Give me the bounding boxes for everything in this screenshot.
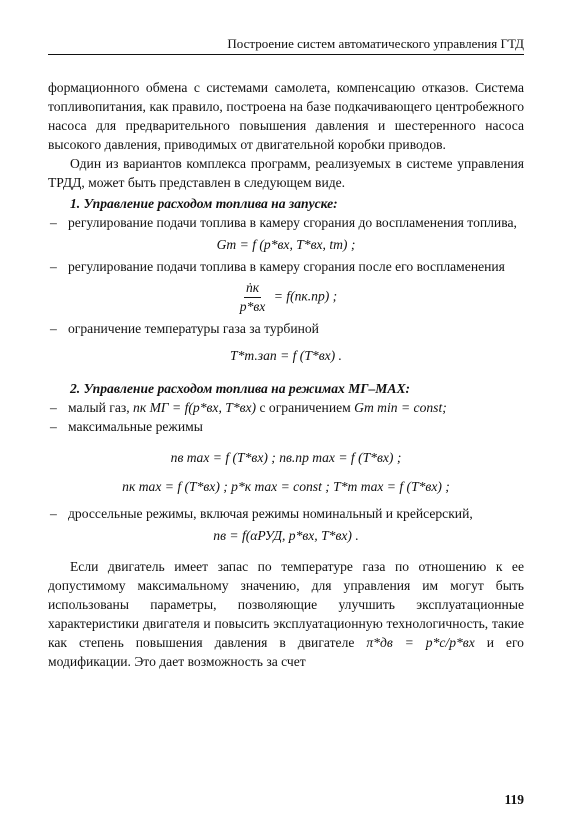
formula-throttle: nв = f(αРУД, p*вх, T*вх) .: [213, 528, 359, 543]
paragraph-1: формационного обмена с системами самолета, компенсацию отказов. Система топливопитания, как правило, построена на базе подкачивающего центробежного насоса для предварительного повышения давления и шестеренного насоса высокого давления, приводимых от двигательной коробки приводов.: [48, 80, 524, 152]
formula-idle-speed: nк МГ = f(p*вх, T*вх): [133, 400, 257, 415]
list-item-text: максимальные режимы: [68, 419, 203, 434]
fraction-denominator: p*вх: [239, 299, 266, 314]
list-dash: –: [50, 321, 57, 336]
list-item: [48, 417, 524, 436]
page-number: 119: [504, 792, 524, 807]
list-dash: –: [50, 506, 57, 521]
section-2-title: 2. Управление расходом топлива на режимах МГ–МАХ:: [70, 381, 411, 396]
paragraph-3: [48, 557, 524, 671]
formula-rhs: = f(nк.пр) ;: [273, 288, 338, 304]
list-item: [48, 257, 524, 276]
formula-max-speeds: nв max = f (T*вх) ; nв.пр max = f (T*вх) ;: [170, 450, 402, 465]
paragraph-2: Один из вариантов комплекса программ, реализуемых в системе управления ТРДД, может быть представлен в следующем виде.: [48, 156, 524, 190]
running-header: Построение систем автоматического управления ГТД: [227, 36, 524, 51]
list-item-text: малый газ,: [68, 400, 130, 415]
formula-turbine-temp: T*т.зап = f (T*вх) .: [230, 348, 342, 363]
list-item-text: регулирование подачи топлива в камеру сгорания после его воспламенения: [68, 259, 505, 274]
list-item-text: ограничение температуры газа за турбиной: [68, 321, 319, 336]
fraction-numerator: ṅк: [244, 279, 261, 298]
list-item-text: с ограничением: [259, 400, 351, 415]
page-body: [48, 78, 524, 671]
paragraph-3-suffix: и его модификации. Это дает возможность за счет: [48, 635, 524, 669]
section-1-title: 1. Управление расходом топлива на запуске:: [70, 196, 338, 211]
list-dash: –: [50, 259, 57, 274]
list-item: [48, 213, 524, 232]
list-dash: –: [50, 419, 57, 434]
list-dash: –: [50, 215, 57, 230]
list-item: [48, 504, 524, 523]
formula-pressure-ratio: π*дв = p*с/p*вх: [366, 635, 475, 650]
fraction: [238, 279, 268, 316]
list-item: [48, 398, 524, 417]
formula-acceleration: [48, 279, 524, 316]
list-item-text: дроссельные режимы, включая режимы номинальный и крейсерский,: [68, 506, 473, 521]
list-item-text: регулирование подачи топлива в камеру сгорания до воспламенения топлива,: [68, 215, 517, 230]
formula-max-limits: nк max = f (T*вх) ; p*к max = const ; T*т max = f (T*вх) ;: [122, 479, 450, 494]
header-rule: [48, 54, 524, 55]
paragraph-3-text: Если двигатель имеет запас по температуре газа по отношению к ее допустимому максимальному значению, для управления им могут быть использованы параметры, позволяющие улучшить эксплуатационные характеристики двигателя и повысить эксплуатационную технологичность, такие как степень повышения давления в двигателе: [48, 559, 524, 650]
list-dash: –: [50, 400, 57, 415]
formula-fuel-flow-start: Gт = f (p*вх, T*вх, tт) ;: [216, 237, 356, 252]
formula-min-flow: Gт min = const;: [354, 400, 447, 415]
list-item: [48, 319, 524, 338]
